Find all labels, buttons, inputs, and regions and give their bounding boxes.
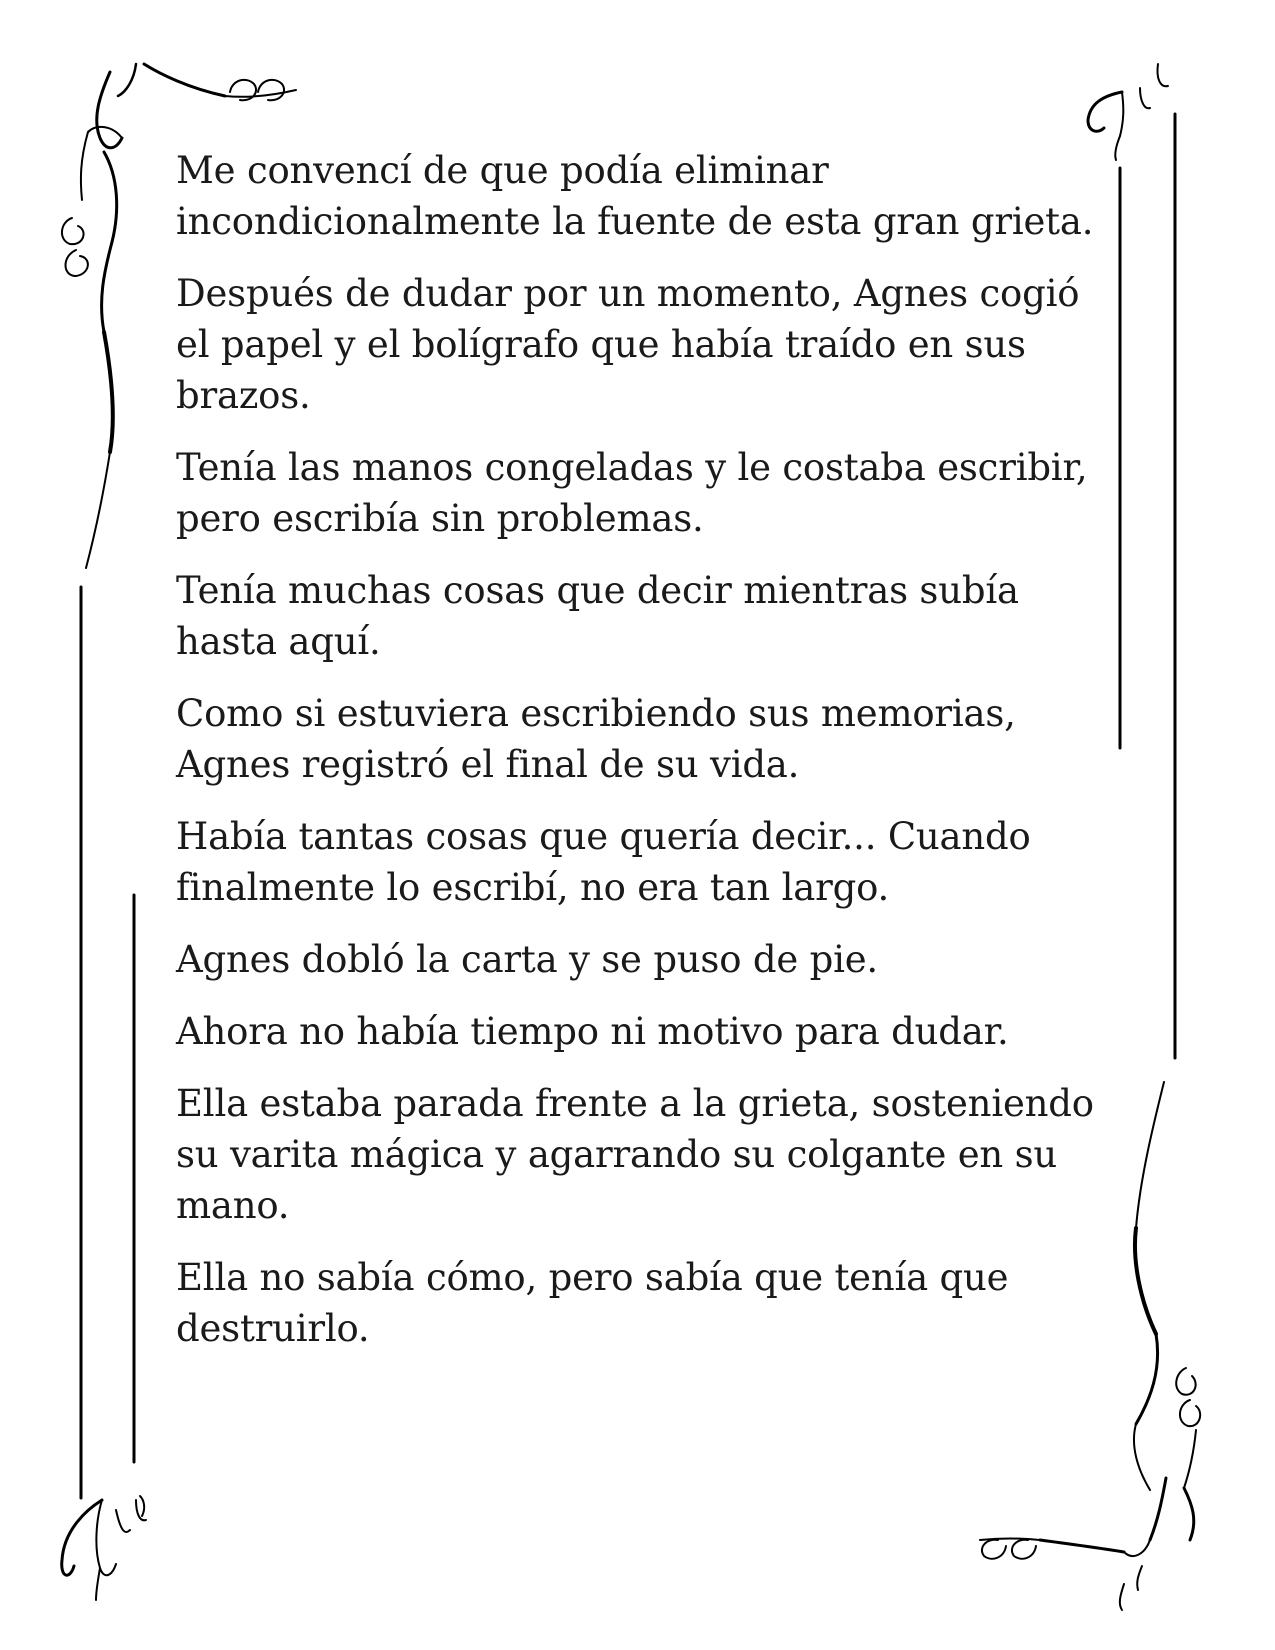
paragraph: Había tantas cosas que quería decir... Cuando finalmente lo escribí, no era tan largo.: [176, 815, 1031, 909]
paragraph: Me convencí de que podía eliminar incondicionalmente la fuente de esta gran grieta.: [176, 149, 1094, 243]
paragraph: Ahora no había tiempo ni motivo para dudar.: [176, 1010, 1009, 1053]
bottom-left-flourish-icon: [62, 1496, 146, 1600]
paragraph: Agnes dobló la carta y se puso de pie.: [176, 938, 878, 981]
paragraph: Tenía las manos congeladas y le costaba escribir, pero escribía sin problemas.: [176, 446, 1088, 540]
paragraph: Ella no sabía cómo, pero sabía que tenía que destruirlo.: [176, 1256, 1009, 1350]
paragraph: Ella estaba parada frente a la grieta, sosteniendo su varita mágica y agarrando su colgante en su mano.: [176, 1082, 1094, 1227]
paragraph: Tenía muchas cosas que decir mientras subía hasta aquí.: [176, 569, 1019, 663]
story-text: [176, 145, 1111, 1375]
paragraph: Como si estuviera escribiendo sus memorias, Agnes registró el final de su vida.: [176, 692, 1016, 786]
paragraph: Después de dudar por un momento, Agnes cogió el papel y el bolígrafo que había traído en sus brazos.: [176, 272, 1080, 417]
